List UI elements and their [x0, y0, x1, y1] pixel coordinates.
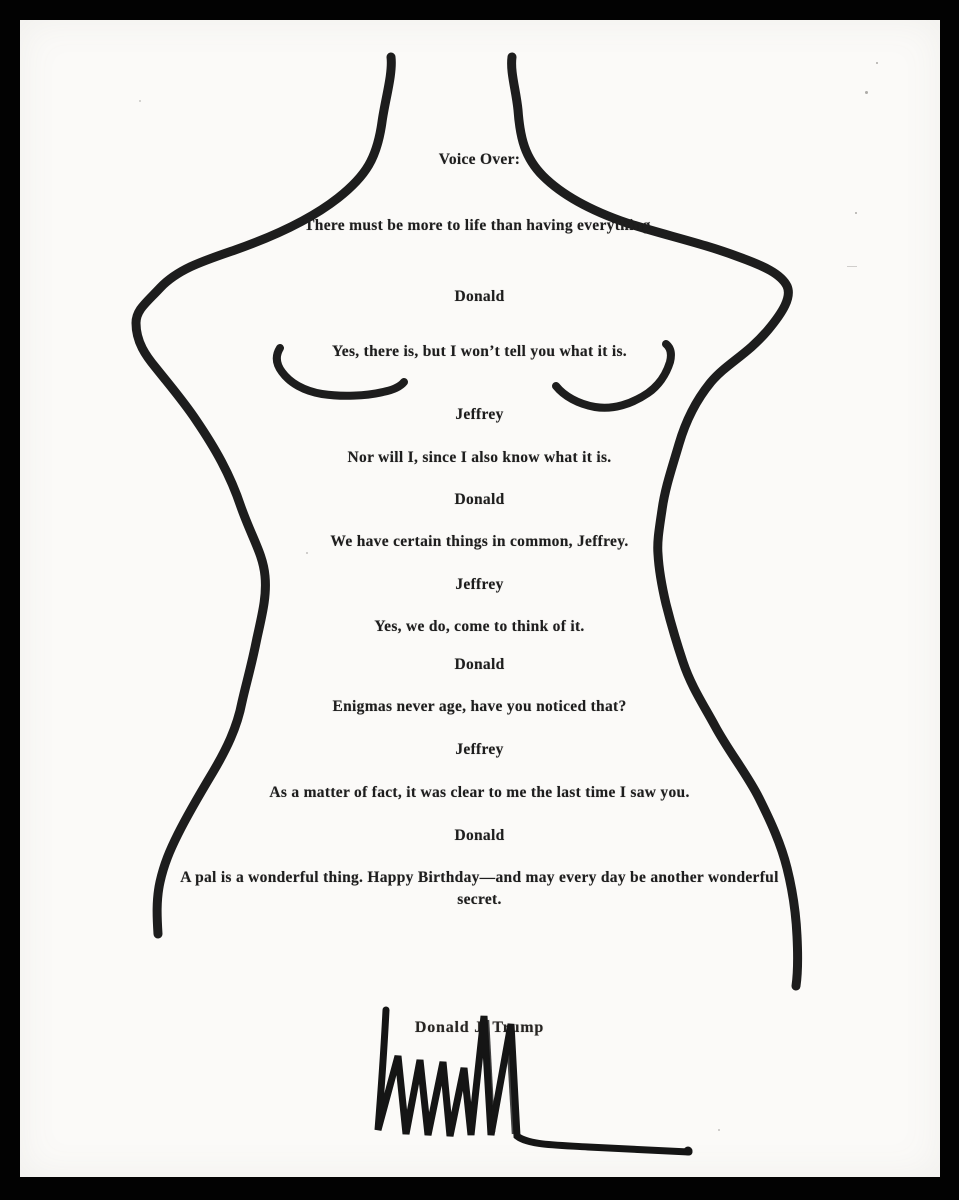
dialogue-line: As a matter of fact, it was clear to me the last time I saw you. — [269, 784, 690, 801]
speaker-label-donald: Donald — [454, 827, 505, 844]
speaker-label-donald: Donald — [454, 288, 505, 305]
scan-speck — [876, 62, 878, 64]
dialogue-line: Enigmas never age, have you noticed that? — [332, 698, 627, 715]
scan-speck — [865, 91, 868, 94]
dialogue-line: Yes, there is, but I won’t tell you what it is. — [332, 343, 627, 360]
dialogue-line: We have certain things in common, Jeffrey. — [330, 533, 629, 550]
closing-dialogue-line: A pal is a wonderful thing. Happy Birthday—and may every day be another wonderful secret. — [180, 869, 779, 908]
dialogue-line: Nor will I, since I also know what it is. — [347, 449, 612, 466]
dialogue-line: Yes, we do, come to think of it. — [374, 618, 585, 635]
speaker-label-donald: Donald — [454, 491, 505, 508]
signature-ink-blob — [684, 1147, 693, 1156]
scan-scratch — [847, 266, 857, 267]
speaker-label-jeffrey: Jeffrey — [455, 576, 504, 593]
typed-signature-name: Donald J. Trump — [414, 1019, 545, 1036]
scan-speck — [718, 1129, 720, 1131]
scan-speck — [855, 212, 857, 214]
speaker-label-jeffrey: Jeffrey — [455, 741, 504, 758]
dialogue-line: There must be more to life than having everything. — [304, 217, 655, 234]
voice-over-heading: Voice Over: — [438, 151, 521, 168]
signature-stroke — [378, 1010, 689, 1152]
speaker-label-donald: Donald — [454, 656, 505, 673]
scan-speck — [306, 552, 308, 554]
scan-speck — [139, 100, 141, 102]
speaker-label-jeffrey: Jeffrey — [455, 406, 504, 423]
